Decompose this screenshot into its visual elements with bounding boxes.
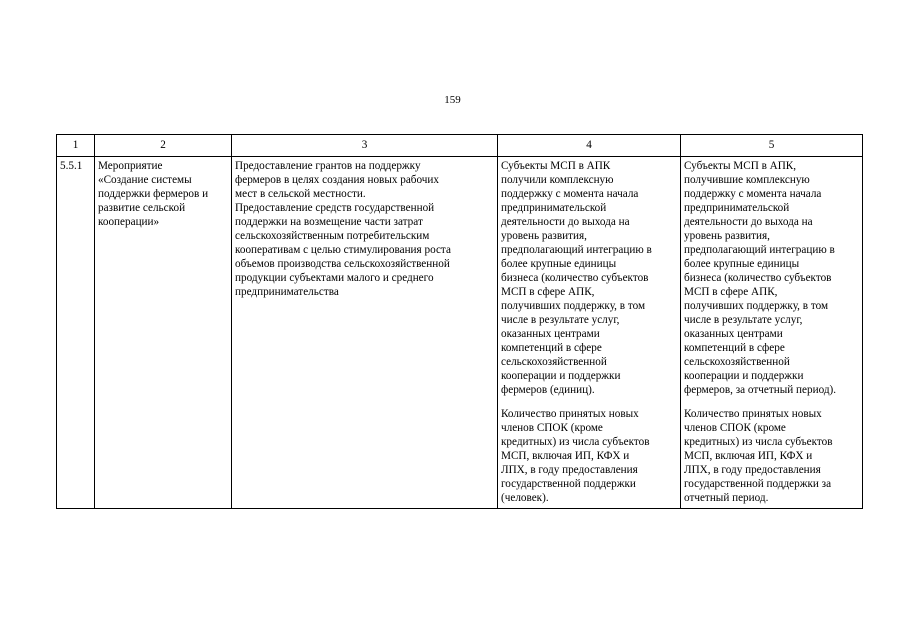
indicator-col4-paragraph-2: Количество принятых новых членов СПОК (кроме кредитных) из числа субъектов МСП, включая ИП, КФХ и ЛПХ, в году предоставления государственной поддержки (человек). [501, 408, 650, 504]
column-header-3: 3 [232, 135, 498, 157]
page-number: 159 [444, 94, 461, 106]
row-number-cell [57, 157, 95, 509]
row-number: 5.5.1 [60, 160, 83, 172]
event-cell [95, 157, 232, 509]
indicator-cell-col5 [681, 157, 863, 509]
table-header-row [57, 135, 863, 157]
column-header-5: 5 [681, 135, 863, 157]
indicator-col5-paragraph-2: Количество принятых новых членов СПОК (кроме кредитных) из числа субъектов МСП, включая ИП, КФХ и ЛПХ, в году предоставления государственной поддержки за отчетный период. [684, 408, 833, 504]
indicator-cell-col4 [498, 157, 681, 509]
column-header-1: 1 [57, 135, 95, 157]
table-row [57, 157, 863, 509]
event-description: Предоставление грантов на поддержку фермеров в целях создания новых рабочих мест в сельской местности. Предоставление средств государственной поддержки на возмещение части затрат сельскохозяйственным потребительским кооперативам с целью стимулирования роста объемов производства сельскохозяйственной продукции субъектами малого и среднего предпринимательства [235, 160, 451, 298]
indicator-col4-paragraph-1: Субъекты МСП в АПК получили комплексную поддержку с момента начала предпринимательской деятельности до выхода на уровень развития, предполагающий интеграцию в более крупные единицы бизнеса (количество субъектов МСП в сфере АПК, получивших поддержку, в том числе в результате услуг, оказанных центрами компетенций в сфере сельскохозяйственной кооперации и поддержки фермеров (единиц). [501, 160, 652, 396]
column-header-2: 2 [95, 135, 232, 157]
column-header-4: 4 [498, 135, 681, 157]
event-name: Мероприятие «Создание системы поддержки фермеров и развитие сельской кооперации» [98, 160, 209, 228]
indicator-col5-paragraph-1: Субъекты МСП в АПК, получившие комплексную поддержку с момента начала предпринимательской деятельности до выхода на уровень развития, предполагающий интеграцию в более крупные единицы бизнеса (количество субъектов МСП в сфере АПК, получивших поддержку, в том числе в результате услуг, оказанных центрами компетенций в сфере сельскохозяйственной кооперации и поддержки фермеров, за отчетный период). [684, 160, 837, 396]
description-cell [232, 157, 498, 509]
indicator-table [56, 134, 863, 509]
